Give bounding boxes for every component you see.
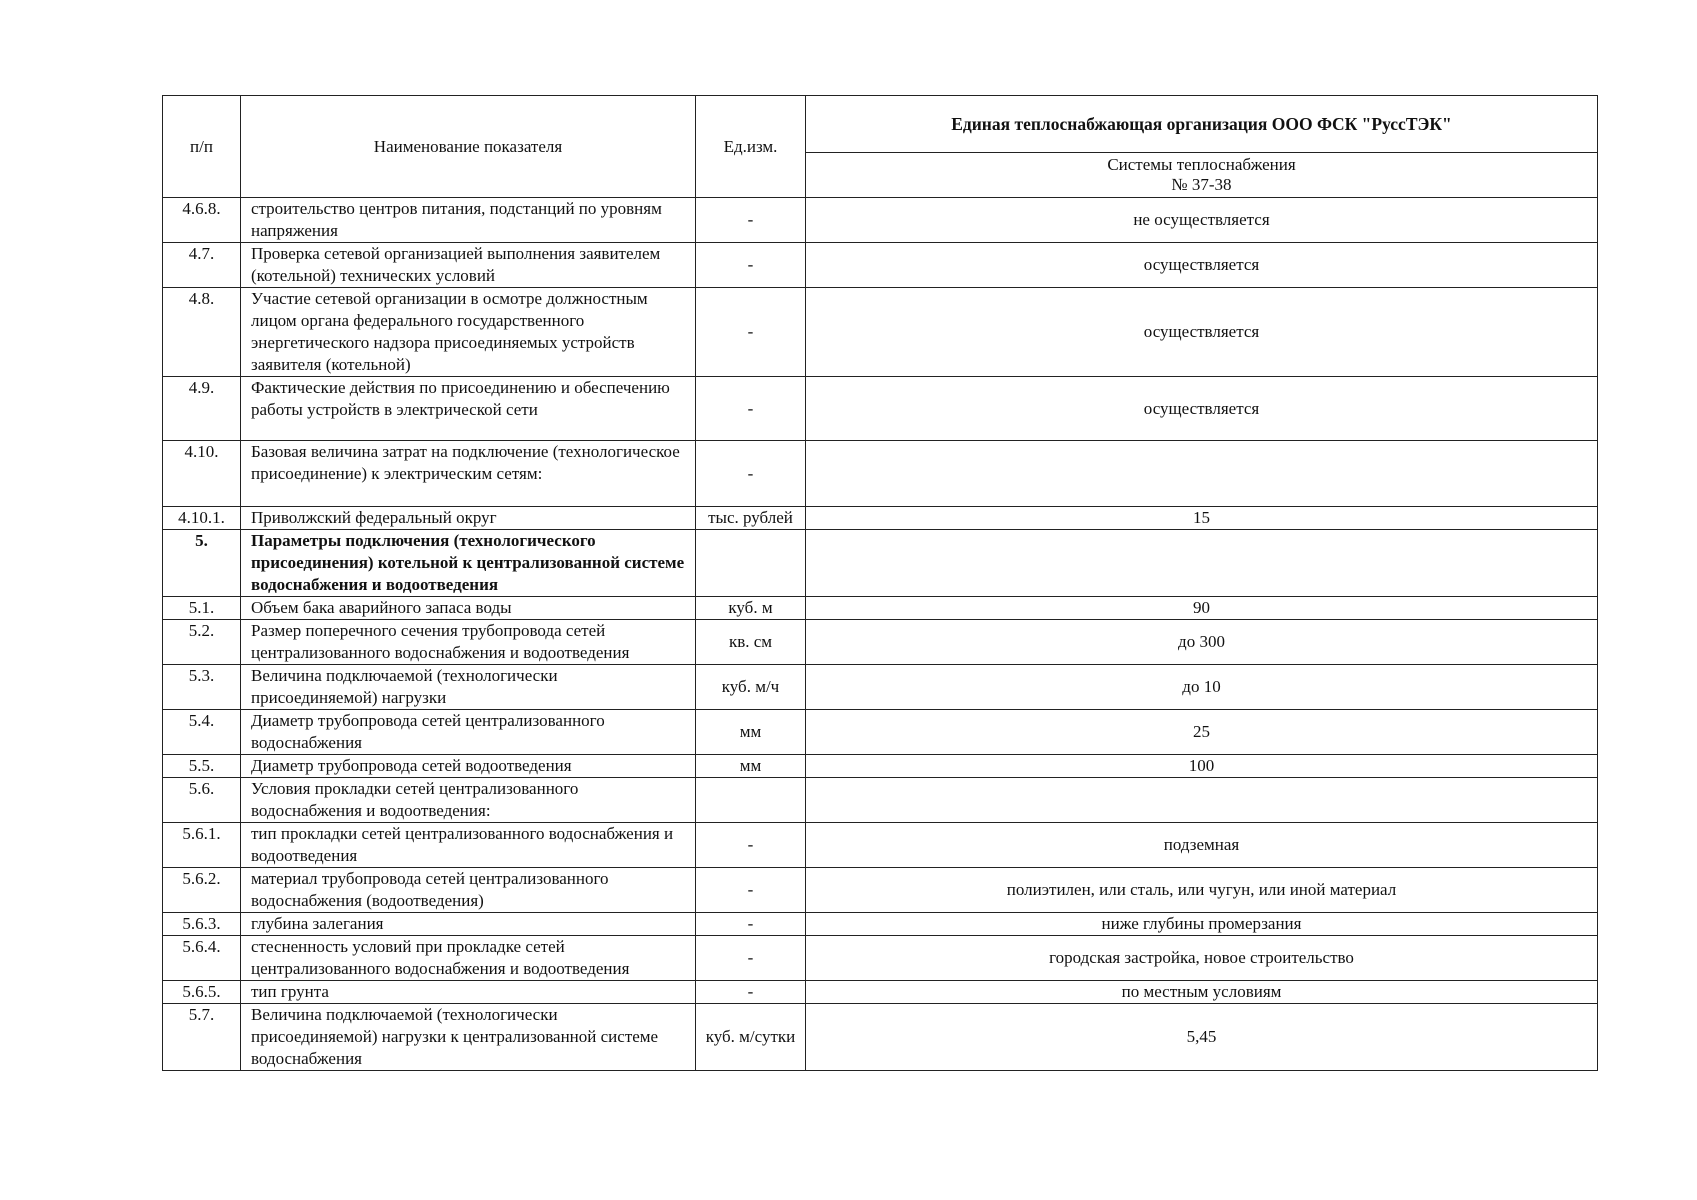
row-name: Участие сетевой организации в осмотре должностным лицом органа федерального государственного энергетического надзора присоединяемых устройств заявителя (котельной) (241, 288, 696, 377)
row-value (806, 778, 1598, 823)
table-row (163, 243, 1598, 288)
table-row (163, 288, 1598, 377)
row-value: полиэтилен, или сталь, или чугун, или иной материал (806, 868, 1598, 913)
table-row (163, 1004, 1598, 1071)
row-name: глубина залегания (241, 913, 696, 936)
row-value: ниже глубины промерзания (806, 913, 1598, 936)
row-unit: - (696, 198, 806, 243)
row-num: 5.7. (163, 1004, 241, 1071)
table-row (163, 530, 1598, 597)
indicators-table (162, 95, 1598, 1071)
row-name: Фактические действия по присоединению и обеспечению работы устройств в электрической сети (241, 377, 696, 441)
table-row (163, 665, 1598, 710)
row-value: 15 (806, 507, 1598, 530)
row-unit: кв. см (696, 620, 806, 665)
row-value: осуществляется (806, 243, 1598, 288)
row-unit: куб. м/сутки (696, 1004, 806, 1071)
row-name: материал трубопровода сетей централизованного водоснабжения (водоотведения) (241, 868, 696, 913)
row-name: Объем бака аварийного запаса воды (241, 597, 696, 620)
row-num: 4.9. (163, 377, 241, 441)
row-name: Диаметр трубопровода сетей водоотведения (241, 755, 696, 778)
row-unit (696, 530, 806, 597)
row-unit: куб. м (696, 597, 806, 620)
row-unit: - (696, 377, 806, 441)
row-num: 5.6.5. (163, 981, 241, 1004)
row-num: 4.8. (163, 288, 241, 377)
row-name: Величина подключаемой (технологически присоединяемой) нагрузки к централизованной системе водоснабжения (241, 1004, 696, 1071)
row-name: Диаметр трубопровода сетей централизованного водоснабжения (241, 710, 696, 755)
row-num: 4.7. (163, 243, 241, 288)
table-row (163, 936, 1598, 981)
row-num: 5.3. (163, 665, 241, 710)
row-unit (696, 778, 806, 823)
row-num: 4.6.8. (163, 198, 241, 243)
table-header (163, 96, 1598, 198)
row-value: до 10 (806, 665, 1598, 710)
table-row (163, 377, 1598, 441)
table-row (163, 981, 1598, 1004)
table-row (163, 778, 1598, 823)
row-value: по местным условиям (806, 981, 1598, 1004)
table-row (163, 823, 1598, 868)
table-row (163, 198, 1598, 243)
row-name: Параметры подключения (технологического присоединения) котельной к централизованной системе водоснабжения и водоотведения (241, 530, 696, 597)
header-systems-line1: Системы теплоснабжения (1107, 155, 1296, 174)
row-num: 5.6.2. (163, 868, 241, 913)
row-name: Величина подключаемой (технологически присоединяемой) нагрузки (241, 665, 696, 710)
row-value: 5,45 (806, 1004, 1598, 1071)
row-unit: - (696, 243, 806, 288)
row-value: подземная (806, 823, 1598, 868)
header-unit: Ед.изм. (696, 96, 806, 198)
row-unit: - (696, 913, 806, 936)
row-unit: - (696, 868, 806, 913)
table-row (163, 868, 1598, 913)
row-unit: куб. м/ч (696, 665, 806, 710)
row-num: 5.6. (163, 778, 241, 823)
table-body (163, 198, 1598, 1071)
table-row (163, 620, 1598, 665)
row-name: тип прокладки сетей централизованного водоснабжения и водоотведения (241, 823, 696, 868)
row-num: 5.4. (163, 710, 241, 755)
row-value (806, 530, 1598, 597)
row-num: 5.1. (163, 597, 241, 620)
row-value: осуществляется (806, 288, 1598, 377)
row-value: 25 (806, 710, 1598, 755)
row-value: 100 (806, 755, 1598, 778)
row-num: 4.10. (163, 441, 241, 507)
row-name: Условия прокладки сетей централизованного водоснабжения и водоотведения: (241, 778, 696, 823)
row-unit: - (696, 936, 806, 981)
row-unit: мм (696, 755, 806, 778)
header-systems-line2: № 37-38 (1171, 175, 1232, 194)
row-name: Проверка сетевой организацией выполнения заявителем (котельной) технических условий (241, 243, 696, 288)
row-name: Базовая величина затрат на подключение (технологическое присоединение) к электрическим сетям: (241, 441, 696, 507)
table-row (163, 597, 1598, 620)
row-name: Размер поперечного сечения трубопровода сетей централизованного водоснабжения и водоотведения (241, 620, 696, 665)
row-num: 5.6.4. (163, 936, 241, 981)
row-unit: мм (696, 710, 806, 755)
row-unit: - (696, 823, 806, 868)
header-num: п/п (163, 96, 241, 198)
table-row (163, 755, 1598, 778)
row-unit: тыс. рублей (696, 507, 806, 530)
row-unit: - (696, 441, 806, 507)
row-value: не осуществляется (806, 198, 1598, 243)
row-value: осуществляется (806, 377, 1598, 441)
table-row (163, 441, 1598, 507)
row-value: до 300 (806, 620, 1598, 665)
row-value: 90 (806, 597, 1598, 620)
row-num: 5.5. (163, 755, 241, 778)
row-unit: - (696, 981, 806, 1004)
table-row (163, 507, 1598, 530)
row-num: 5. (163, 530, 241, 597)
row-unit: - (696, 288, 806, 377)
header-systems (806, 153, 1598, 198)
row-name: тип грунта (241, 981, 696, 1004)
table-row (163, 710, 1598, 755)
row-num: 5.2. (163, 620, 241, 665)
row-num: 4.10.1. (163, 507, 241, 530)
row-name: Приволжский федеральный округ (241, 507, 696, 530)
row-num: 5.6.3. (163, 913, 241, 936)
table-row (163, 913, 1598, 936)
row-name: строительство центров питания, подстанций по уровням напряжения (241, 198, 696, 243)
row-name: стесненность условий при прокладке сетей централизованного водоснабжения и водоотведения (241, 936, 696, 981)
row-num: 5.6.1. (163, 823, 241, 868)
header-name: Наименование показателя (241, 96, 696, 198)
row-value (806, 441, 1598, 507)
row-value: городская застройка, новое строительство (806, 936, 1598, 981)
header-org-title: Единая теплоснабжающая организация ООО ФСК "РуссТЭК" (806, 96, 1598, 153)
